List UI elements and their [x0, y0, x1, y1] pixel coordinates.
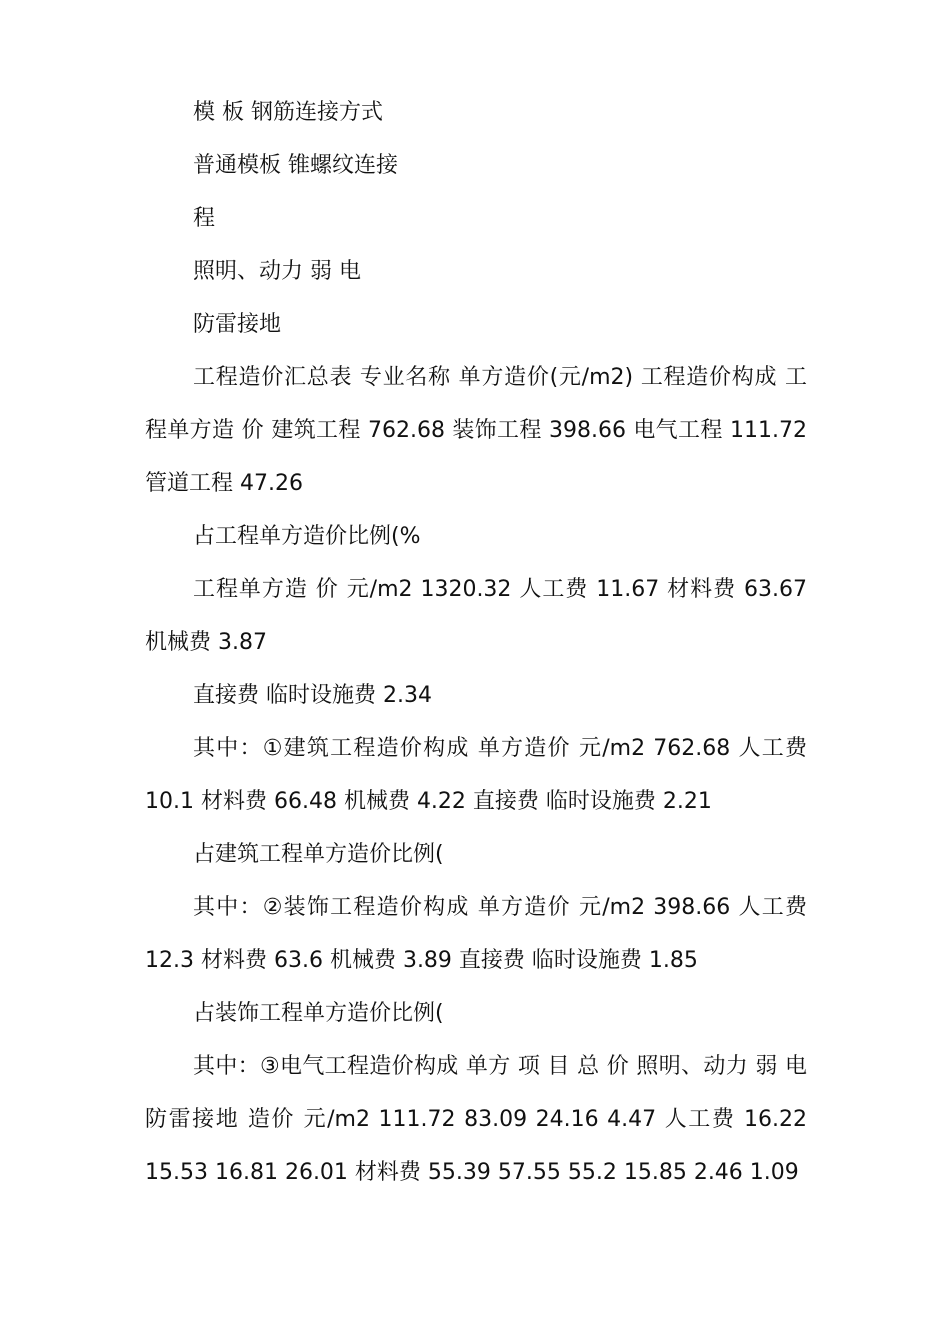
- paragraph-formwork-values: 普通模板 锥螺纹连接: [193, 153, 398, 178]
- paragraph-lightning-grounding: 防雷接地: [193, 312, 282, 337]
- paragraph-electrical-items: 照明、动力 弱 电: [193, 259, 361, 284]
- document-page: [145, 86, 807, 1199]
- paragraph-cost-summary: 工程造价汇总表 专业名称 单方造价(元/m2) 工程造价构成 工程单方造 价 建筑工程 762.68 装饰工程 398.66 电气工程 111.72 管道工程 47.26: [145, 365, 807, 496]
- paragraph-decoration-cost: 其中：②装饰工程造价构成 单方造价 元/m2 398.66 人工费 12.3 材料费 63.6 机械费 3.89 直接费 临时设施费 1.85: [145, 895, 807, 973]
- paragraph-direct-cost: 直接费 临时设施费 2.34: [193, 683, 432, 708]
- paragraph-engineering: 程: [193, 206, 216, 231]
- paragraph-electrical-cost: 其中：③电气工程造价构成 单方 项 目 总 价 照明、动力 弱 电 防雷接地 造价 元/m2 111.72 83.09 24.16 4.47 人工费 16.22 15.53 16.81 26.01 材料费 55.39 57.55 55.2 15.85 2.46 1.09: [145, 1054, 807, 1185]
- paragraph-cost-ratio: 占工程单方造价比例(%: [193, 524, 421, 549]
- paragraph-building-ratio: 占建筑工程单方造价比例(: [193, 842, 444, 867]
- paragraph-decoration-ratio: 占装饰工程单方造价比例(: [193, 1001, 444, 1026]
- paragraph-formwork-header: 模 板 钢筋连接方式: [193, 100, 383, 125]
- paragraph-unit-cost: 工程单方造 价 元/m2 1320.32 人工费 11.67 材料费 63.67 机械费 3.87: [145, 577, 807, 655]
- paragraph-building-cost: 其中：①建筑工程造价构成 单方造价 元/m2 762.68 人工费 10.1 材料费 66.48 机械费 4.22 直接费 临时设施费 2.21: [145, 736, 807, 814]
